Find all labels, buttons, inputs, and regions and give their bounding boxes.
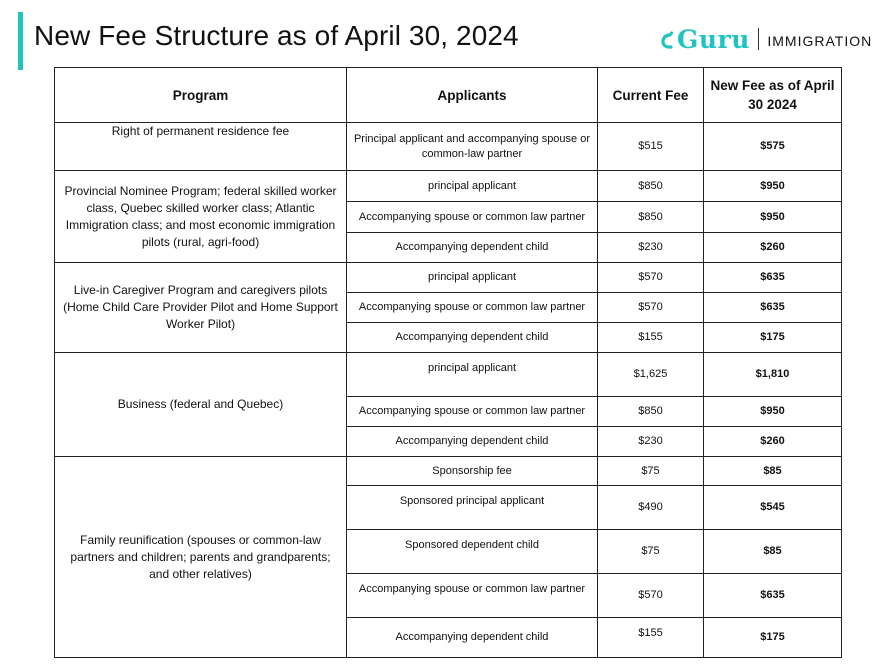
new-fee-cell: $175: [704, 618, 842, 658]
applicant-cell: Accompanying spouse or common law partner: [347, 397, 598, 427]
current-fee-cell: $515: [598, 123, 704, 171]
applicant-cell: Accompanying spouse or common law partner: [347, 202, 598, 233]
applicant-cell: Accompanying dependent child: [347, 618, 598, 658]
header-current-fee: Current Fee: [598, 68, 704, 123]
current-fee-cell: $850: [598, 397, 704, 427]
fee-table: [54, 67, 842, 658]
table-row: [55, 263, 842, 293]
new-fee-cell: $1,810: [704, 353, 842, 397]
header-applicants: Applicants: [347, 68, 598, 123]
page-title: New Fee Structure as of April 30, 2024: [34, 20, 519, 51]
header-program: Program: [55, 68, 347, 123]
applicant-cell: principal applicant: [347, 263, 598, 293]
current-fee-cell: $75: [598, 530, 704, 574]
current-fee-cell: $570: [598, 293, 704, 323]
table-row: [55, 353, 842, 397]
current-fee-cell: $155: [598, 323, 704, 353]
current-fee-cell: $850: [598, 202, 704, 233]
applicant-cell: Accompanying dependent child: [347, 233, 598, 263]
applicant-cell: Accompanying dependent child: [347, 323, 598, 353]
new-fee-cell: $260: [704, 233, 842, 263]
new-fee-cell: $545: [704, 486, 842, 530]
current-fee-cell: $570: [598, 263, 704, 293]
current-fee-cell: $230: [598, 233, 704, 263]
program-cell: Business (federal and Quebec): [55, 353, 347, 457]
applicant-cell: Sponsored dependent child: [347, 530, 598, 574]
applicant-cell: principal applicant: [347, 171, 598, 202]
current-fee-cell: $155: [598, 618, 704, 658]
applicant-cell: Accompanying dependent child: [347, 427, 598, 457]
new-fee-cell: $260: [704, 427, 842, 457]
new-fee-cell: $85: [704, 530, 842, 574]
logo-separator: [758, 28, 760, 50]
program-cell: Right of permanent residence fee: [55, 123, 347, 171]
current-fee-cell: $75: [598, 457, 704, 486]
current-fee-cell: $570: [598, 574, 704, 618]
current-fee-cell: $1,625: [598, 353, 704, 397]
applicant-cell: Sponsorship fee: [347, 457, 598, 486]
header-new-fee: New Fee as of April 30 2024: [704, 68, 842, 123]
applicant-cell: Accompanying spouse or common law partner: [347, 574, 598, 618]
new-fee-cell: $950: [704, 202, 842, 233]
new-fee-cell: $175: [704, 323, 842, 353]
new-fee-cell: $950: [704, 397, 842, 427]
applicant-cell: Sponsored principal applicant: [347, 486, 598, 530]
new-fee-cell: $635: [704, 293, 842, 323]
brand-logo: [660, 24, 872, 54]
new-fee-cell: $85: [704, 457, 842, 486]
current-fee-cell: $850: [598, 171, 704, 202]
logo-subtitle: IMMIGRATION: [767, 32, 873, 49]
program-cell: Live-in Caregiver Program and caregivers pilots (Home Child Care Provider Pilot and Home Support Worker Pilot): [55, 263, 347, 353]
logo-word: Guru: [677, 24, 750, 54]
table-header-row: [55, 68, 842, 123]
current-fee-cell: $490: [598, 486, 704, 530]
new-fee-cell: $575: [704, 123, 842, 171]
program-cell: Family reunification (spouses or common-law partners and children; parents and grandparents; and other relatives): [55, 457, 347, 658]
accent-bar: [18, 12, 23, 70]
table-row: [55, 123, 842, 171]
applicant-cell: Principal applicant and accompanying spouse or common-law partner: [347, 123, 598, 171]
current-fee-cell: $230: [598, 427, 704, 457]
applicant-cell: Accompanying spouse or common law partner: [347, 293, 598, 323]
guru-mark-icon: [660, 28, 674, 50]
table-row: [55, 457, 842, 486]
program-cell: Provincial Nominee Program; federal skilled worker class, Quebec skilled worker class; Atlantic Immigration class; and most economic immigration pilots (rural, agri-food): [55, 171, 347, 263]
new-fee-cell: $635: [704, 263, 842, 293]
applicant-cell: principal applicant: [347, 353, 598, 397]
new-fee-cell: $950: [704, 171, 842, 202]
new-fee-cell: $635: [704, 574, 842, 618]
table-row: [55, 171, 842, 202]
